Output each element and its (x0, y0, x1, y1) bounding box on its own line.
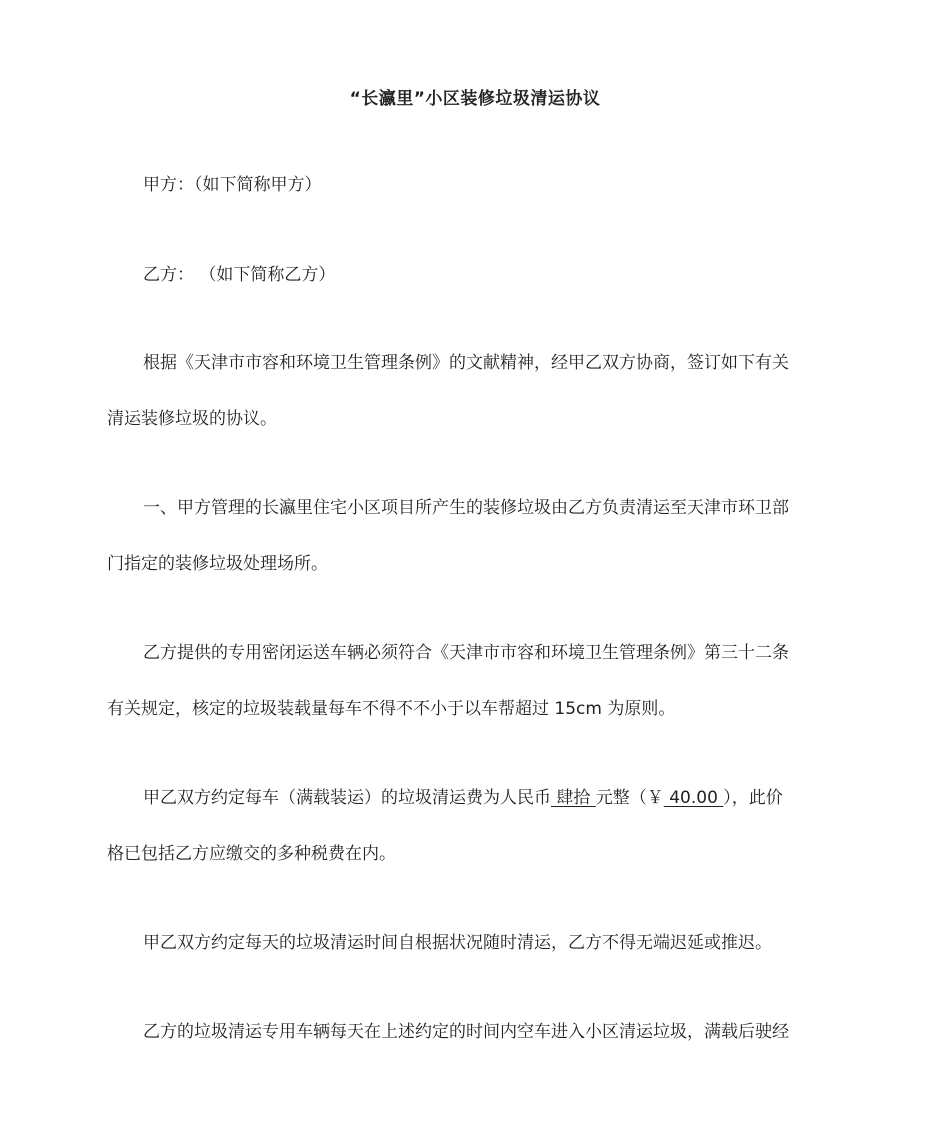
clause-3-post-text: ），此价 (723, 788, 783, 808)
intro-line-2: 清运装修垃圾的协议。 (107, 409, 277, 429)
clause-4-line-1: 甲乙双方约定每天的垃圾清运时间自根据状况随时清运，乙方不得无端迟延或推迟。 (143, 933, 772, 953)
clause-1-line-2: 门指定的装修垃圾处理场所。 (107, 554, 328, 574)
clause-3-line-1 (143, 786, 783, 810)
party-a-line: 甲方：（如下简称甲方） (143, 175, 322, 195)
clause-2-line-1: 乙方提供的专用密闭运送车辆必须符合《天津市市容和环境卫生管理条例》第三十二条 (143, 643, 789, 663)
clause-5-line-1: 乙方的垃圾清运专用车辆每天在上述约定的时间内空车进入小区清运垃圾，满载后驶经 (143, 1022, 789, 1042)
clause-1-line-1: 一、甲方管理的长瀛里住宅小区项目所产生的装修垃圾由乙方负责清运至天津市环卫部 (143, 498, 789, 518)
document-title: “长瀛里”小区装修垃圾清运协议 (349, 89, 601, 109)
clause-3-mid-text: 元整（￥ (595, 788, 664, 808)
clause-3-pre-text: 甲乙双方约定每车（满载装运）的垃圾清运费为人民币 (143, 788, 551, 808)
party-b-line: 乙方： （如下简称乙方） (143, 265, 336, 285)
amount-in-numbers: 40.00 (663, 788, 724, 808)
clause-3-line-2: 格已包括乙方应缴交的多种税费在内。 (107, 844, 396, 864)
clause-2-line-2: 有关规定，核定的垃圾装载量每车不得不不小于以车帮超过 15cm 为原则。 (107, 699, 676, 719)
intro-line-1: 根据《天津市市容和环境卫生管理条例》的文献精神，经甲乙双方协商，签订如下有关 (143, 353, 789, 373)
amount-in-words: 肆拾 (551, 788, 596, 808)
